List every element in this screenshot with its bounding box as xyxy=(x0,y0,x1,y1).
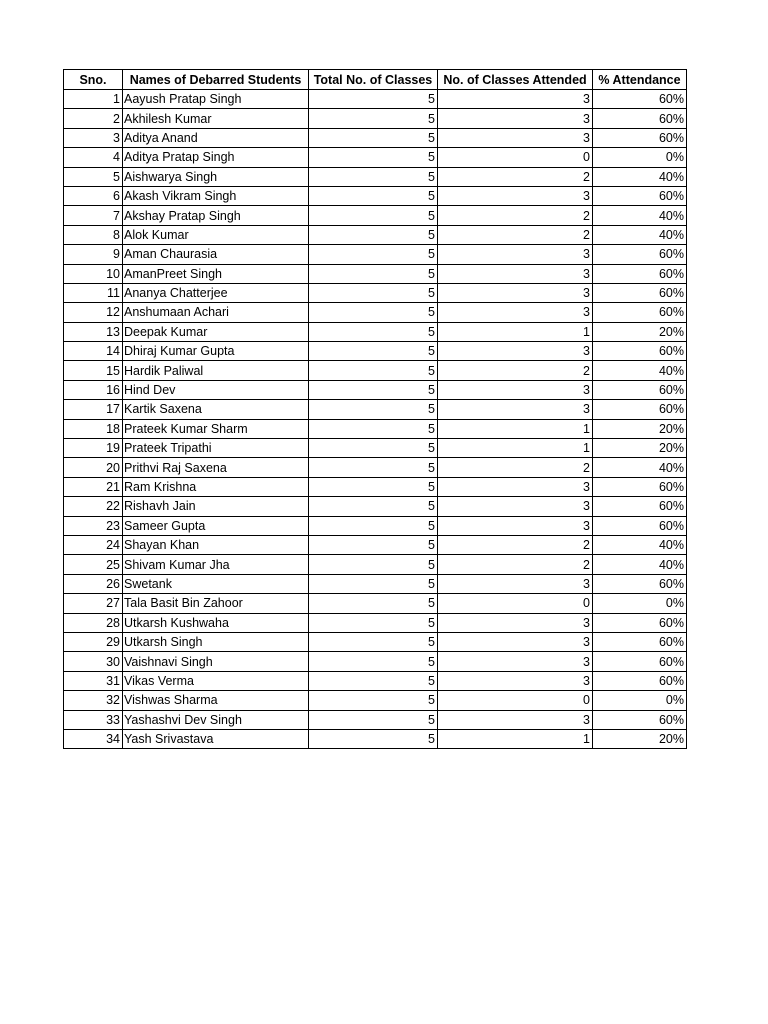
cell-student-name: Sameer Gupta xyxy=(123,516,309,535)
cell-percent-attendance: 60% xyxy=(593,400,687,419)
cell-classes-attended: 2 xyxy=(438,225,593,244)
cell-percent-attendance: 60% xyxy=(593,90,687,109)
table-row xyxy=(64,419,687,438)
table-row xyxy=(64,303,687,322)
cell-student-name: Aayush Pratap Singh xyxy=(123,90,309,109)
cell-percent-attendance: 20% xyxy=(593,729,687,748)
cell-total-classes: 5 xyxy=(309,516,438,535)
cell-total-classes: 5 xyxy=(309,245,438,264)
table-row xyxy=(64,128,687,147)
cell-classes-attended: 2 xyxy=(438,206,593,225)
cell-percent-attendance: 20% xyxy=(593,439,687,458)
table-row xyxy=(64,632,687,651)
cell-student-name: Hardik Paliwal xyxy=(123,361,309,380)
cell-percent-attendance: 60% xyxy=(593,671,687,690)
cell-percent-attendance: 40% xyxy=(593,225,687,244)
cell-student-name: Tala Basit Bin Zahoor xyxy=(123,594,309,613)
cell-student-name: Vaishnavi Singh xyxy=(123,652,309,671)
cell-total-classes: 5 xyxy=(309,574,438,593)
cell-classes-attended: 3 xyxy=(438,380,593,399)
table-row xyxy=(64,613,687,632)
cell-student-name: Shayan Khan xyxy=(123,535,309,554)
table-header-row xyxy=(64,70,687,90)
table-row xyxy=(64,400,687,419)
cell-percent-attendance: 60% xyxy=(593,652,687,671)
cell-classes-attended: 3 xyxy=(438,477,593,496)
cell-total-classes: 5 xyxy=(309,90,438,109)
cell-percent-attendance: 60% xyxy=(593,186,687,205)
cell-sno: 26 xyxy=(64,574,123,593)
table-row xyxy=(64,477,687,496)
cell-percent-attendance: 40% xyxy=(593,535,687,554)
cell-classes-attended: 3 xyxy=(438,283,593,302)
cell-classes-attended: 3 xyxy=(438,245,593,264)
cell-percent-attendance: 20% xyxy=(593,322,687,341)
cell-total-classes: 5 xyxy=(309,691,438,710)
table-row xyxy=(64,497,687,516)
cell-sno: 33 xyxy=(64,710,123,729)
cell-student-name: Aman Chaurasia xyxy=(123,245,309,264)
cell-sno: 18 xyxy=(64,419,123,438)
cell-sno: 15 xyxy=(64,361,123,380)
cell-classes-attended: 2 xyxy=(438,167,593,186)
table-row xyxy=(64,710,687,729)
cell-student-name: Akash Vikram Singh xyxy=(123,186,309,205)
cell-student-name: Shivam Kumar Jha xyxy=(123,555,309,574)
cell-sno: 9 xyxy=(64,245,123,264)
cell-total-classes: 5 xyxy=(309,361,438,380)
cell-sno: 21 xyxy=(64,477,123,496)
cell-total-classes: 5 xyxy=(309,225,438,244)
cell-classes-attended: 3 xyxy=(438,109,593,128)
table-row xyxy=(64,458,687,477)
cell-percent-attendance: 0% xyxy=(593,594,687,613)
cell-total-classes: 5 xyxy=(309,632,438,651)
cell-percent-attendance: 40% xyxy=(593,167,687,186)
cell-sno: 5 xyxy=(64,167,123,186)
cell-sno: 12 xyxy=(64,303,123,322)
cell-sno: 10 xyxy=(64,264,123,283)
cell-total-classes: 5 xyxy=(309,729,438,748)
header-percent-attendance: % Attendance xyxy=(593,70,687,90)
header-total-classes: Total No. of Classes xyxy=(309,70,438,90)
cell-percent-attendance: 60% xyxy=(593,516,687,535)
cell-percent-attendance: 60% xyxy=(593,283,687,302)
cell-classes-attended: 3 xyxy=(438,613,593,632)
cell-student-name: Ananya Chatterjee xyxy=(123,283,309,302)
cell-sno: 25 xyxy=(64,555,123,574)
cell-classes-attended: 0 xyxy=(438,148,593,167)
cell-sno: 11 xyxy=(64,283,123,302)
cell-student-name: Akshay Pratap Singh xyxy=(123,206,309,225)
cell-total-classes: 5 xyxy=(309,206,438,225)
header-student-name: Names of Debarred Students xyxy=(123,70,309,90)
cell-sno: 24 xyxy=(64,535,123,554)
cell-sno: 6 xyxy=(64,186,123,205)
cell-sno: 32 xyxy=(64,691,123,710)
cell-total-classes: 5 xyxy=(309,458,438,477)
cell-classes-attended: 3 xyxy=(438,186,593,205)
cell-sno: 23 xyxy=(64,516,123,535)
cell-student-name: Aditya Pratap Singh xyxy=(123,148,309,167)
cell-percent-attendance: 60% xyxy=(593,109,687,128)
table-row xyxy=(64,729,687,748)
table-row xyxy=(64,439,687,458)
cell-total-classes: 5 xyxy=(309,652,438,671)
cell-total-classes: 5 xyxy=(309,535,438,554)
table-row xyxy=(64,245,687,264)
cell-total-classes: 5 xyxy=(309,303,438,322)
cell-classes-attended: 2 xyxy=(438,361,593,380)
table-row xyxy=(64,535,687,554)
cell-percent-attendance: 60% xyxy=(593,632,687,651)
cell-student-name: Swetank xyxy=(123,574,309,593)
cell-percent-attendance: 40% xyxy=(593,555,687,574)
cell-student-name: AmanPreet Singh xyxy=(123,264,309,283)
cell-classes-attended: 3 xyxy=(438,671,593,690)
cell-classes-attended: 3 xyxy=(438,710,593,729)
cell-classes-attended: 3 xyxy=(438,497,593,516)
cell-total-classes: 5 xyxy=(309,439,438,458)
cell-classes-attended: 3 xyxy=(438,652,593,671)
cell-total-classes: 5 xyxy=(309,128,438,147)
cell-sno: 4 xyxy=(64,148,123,167)
cell-sno: 13 xyxy=(64,322,123,341)
table-row xyxy=(64,186,687,205)
cell-sno: 3 xyxy=(64,128,123,147)
table-row xyxy=(64,322,687,341)
cell-classes-attended: 3 xyxy=(438,264,593,283)
cell-percent-attendance: 60% xyxy=(593,574,687,593)
cell-sno: 1 xyxy=(64,90,123,109)
table-row xyxy=(64,167,687,186)
cell-student-name: Aishwarya Singh xyxy=(123,167,309,186)
cell-percent-attendance: 60% xyxy=(593,245,687,264)
table-row xyxy=(64,148,687,167)
cell-sno: 28 xyxy=(64,613,123,632)
cell-percent-attendance: 60% xyxy=(593,128,687,147)
cell-student-name: Prithvi Raj Saxena xyxy=(123,458,309,477)
cell-percent-attendance: 20% xyxy=(593,419,687,438)
cell-sno: 14 xyxy=(64,342,123,361)
table-row xyxy=(64,109,687,128)
cell-classes-attended: 3 xyxy=(438,516,593,535)
cell-percent-attendance: 0% xyxy=(593,691,687,710)
header-classes-attended: No. of Classes Attended xyxy=(438,70,593,90)
cell-classes-attended: 3 xyxy=(438,303,593,322)
cell-total-classes: 5 xyxy=(309,497,438,516)
cell-sno: 29 xyxy=(64,632,123,651)
cell-classes-attended: 1 xyxy=(438,419,593,438)
cell-classes-attended: 1 xyxy=(438,729,593,748)
cell-total-classes: 5 xyxy=(309,555,438,574)
cell-classes-attended: 3 xyxy=(438,128,593,147)
table-row xyxy=(64,652,687,671)
cell-sno: 31 xyxy=(64,671,123,690)
cell-student-name: Vishwas Sharma xyxy=(123,691,309,710)
cell-percent-attendance: 60% xyxy=(593,380,687,399)
cell-sno: 20 xyxy=(64,458,123,477)
table-row xyxy=(64,574,687,593)
cell-sno: 17 xyxy=(64,400,123,419)
cell-total-classes: 5 xyxy=(309,613,438,632)
cell-student-name: Utkarsh Singh xyxy=(123,632,309,651)
cell-sno: 34 xyxy=(64,729,123,748)
cell-classes-attended: 0 xyxy=(438,691,593,710)
cell-student-name: Anshumaan Achari xyxy=(123,303,309,322)
table-row xyxy=(64,691,687,710)
cell-student-name: Ram Krishna xyxy=(123,477,309,496)
cell-total-classes: 5 xyxy=(309,264,438,283)
cell-total-classes: 5 xyxy=(309,148,438,167)
cell-classes-attended: 3 xyxy=(438,574,593,593)
cell-percent-attendance: 40% xyxy=(593,458,687,477)
cell-student-name: Kartik Saxena xyxy=(123,400,309,419)
table-row xyxy=(64,594,687,613)
table-body xyxy=(64,90,687,749)
cell-classes-attended: 1 xyxy=(438,439,593,458)
cell-student-name: Deepak Kumar xyxy=(123,322,309,341)
cell-student-name: Prateek Kumar Sharm xyxy=(123,419,309,438)
cell-student-name: Hind Dev xyxy=(123,380,309,399)
cell-percent-attendance: 60% xyxy=(593,342,687,361)
debarred-students-sheet xyxy=(63,69,686,749)
cell-total-classes: 5 xyxy=(309,419,438,438)
cell-total-classes: 5 xyxy=(309,322,438,341)
cell-total-classes: 5 xyxy=(309,109,438,128)
cell-percent-attendance: 40% xyxy=(593,206,687,225)
cell-classes-attended: 2 xyxy=(438,535,593,554)
cell-total-classes: 5 xyxy=(309,594,438,613)
cell-sno: 8 xyxy=(64,225,123,244)
cell-classes-attended: 0 xyxy=(438,594,593,613)
cell-student-name: Akhilesh Kumar xyxy=(123,109,309,128)
cell-total-classes: 5 xyxy=(309,710,438,729)
table-row xyxy=(64,380,687,399)
cell-total-classes: 5 xyxy=(309,342,438,361)
cell-sno: 16 xyxy=(64,380,123,399)
cell-student-name: Yash Srivastava xyxy=(123,729,309,748)
cell-classes-attended: 3 xyxy=(438,632,593,651)
cell-classes-attended: 3 xyxy=(438,342,593,361)
cell-percent-attendance: 0% xyxy=(593,148,687,167)
cell-total-classes: 5 xyxy=(309,167,438,186)
cell-classes-attended: 1 xyxy=(438,322,593,341)
table-row xyxy=(64,283,687,302)
cell-student-name: Prateek Tripathi xyxy=(123,439,309,458)
cell-classes-attended: 2 xyxy=(438,458,593,477)
cell-student-name: Vikas Verma xyxy=(123,671,309,690)
cell-student-name: Utkarsh Kushwaha xyxy=(123,613,309,632)
cell-classes-attended: 2 xyxy=(438,555,593,574)
table-row xyxy=(64,342,687,361)
cell-total-classes: 5 xyxy=(309,671,438,690)
cell-classes-attended: 3 xyxy=(438,90,593,109)
cell-student-name: Yashashvi Dev Singh xyxy=(123,710,309,729)
cell-student-name: Aditya Anand xyxy=(123,128,309,147)
table-row xyxy=(64,225,687,244)
cell-percent-attendance: 60% xyxy=(593,264,687,283)
cell-student-name: Dhiraj Kumar Gupta xyxy=(123,342,309,361)
cell-percent-attendance: 60% xyxy=(593,613,687,632)
cell-total-classes: 5 xyxy=(309,380,438,399)
cell-student-name: Alok Kumar xyxy=(123,225,309,244)
cell-sno: 7 xyxy=(64,206,123,225)
table-row xyxy=(64,264,687,283)
cell-sno: 19 xyxy=(64,439,123,458)
cell-total-classes: 5 xyxy=(309,477,438,496)
table-row xyxy=(64,555,687,574)
header-sno: Sno. xyxy=(64,70,123,90)
cell-classes-attended: 3 xyxy=(438,400,593,419)
cell-total-classes: 5 xyxy=(309,283,438,302)
table-row xyxy=(64,90,687,109)
table-row xyxy=(64,206,687,225)
cell-percent-attendance: 60% xyxy=(593,710,687,729)
attendance-table xyxy=(63,69,687,749)
cell-sno: 30 xyxy=(64,652,123,671)
cell-total-classes: 5 xyxy=(309,186,438,205)
cell-percent-attendance: 60% xyxy=(593,477,687,496)
table-row xyxy=(64,671,687,690)
table-row xyxy=(64,516,687,535)
cell-percent-attendance: 40% xyxy=(593,361,687,380)
cell-sno: 22 xyxy=(64,497,123,516)
cell-percent-attendance: 60% xyxy=(593,497,687,516)
cell-total-classes: 5 xyxy=(309,400,438,419)
cell-sno: 2 xyxy=(64,109,123,128)
table-row xyxy=(64,361,687,380)
cell-student-name: Rishavh Jain xyxy=(123,497,309,516)
cell-percent-attendance: 60% xyxy=(593,303,687,322)
cell-sno: 27 xyxy=(64,594,123,613)
